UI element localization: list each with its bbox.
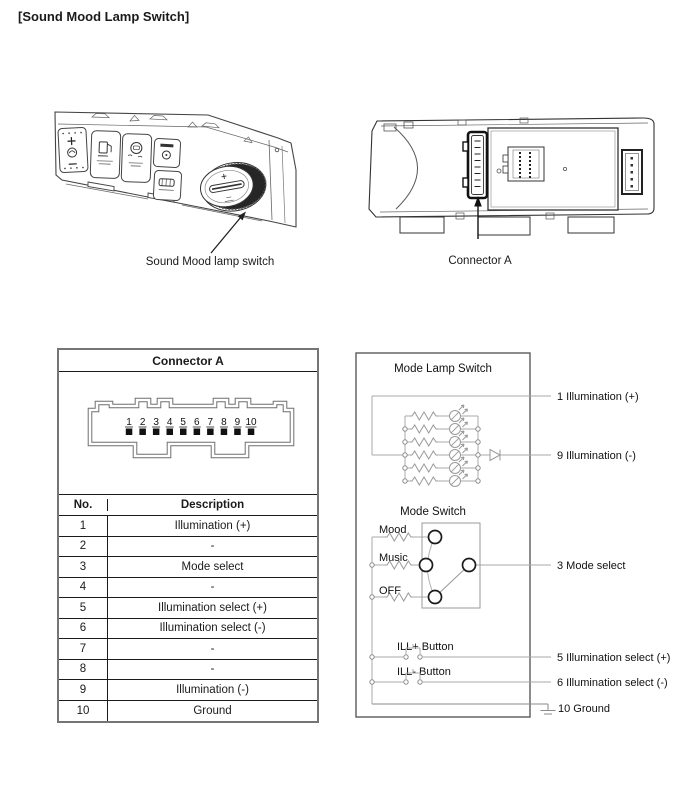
cell-description: Illumination select (-) bbox=[159, 622, 266, 635]
pin-number: 10 bbox=[245, 417, 257, 428]
pcb-panel bbox=[488, 128, 618, 210]
terminal-1-label: 1 Illumination (+) bbox=[557, 391, 639, 403]
fuel-door-button bbox=[90, 131, 121, 179]
cell-no: 2 bbox=[59, 537, 108, 557]
common-contact bbox=[463, 559, 476, 572]
table-row bbox=[59, 639, 317, 660]
table-row bbox=[59, 598, 317, 619]
table-row bbox=[59, 701, 317, 722]
lower-small-button bbox=[153, 170, 181, 200]
terminal-6-label: 6 Illumination select (-) bbox=[557, 677, 668, 689]
circuit-box-title: Mode Lamp Switch bbox=[394, 363, 492, 375]
pin-number: 2 bbox=[139, 417, 146, 428]
cell-no: 1 bbox=[59, 516, 108, 536]
esc-off-button bbox=[121, 134, 152, 183]
upper-small-button bbox=[153, 138, 180, 167]
connector-table-title: Connector A bbox=[59, 350, 317, 372]
cell-description: Illumination select (+) bbox=[158, 601, 267, 614]
cell-description: Mode select bbox=[181, 560, 244, 573]
front-view-illustration bbox=[30, 80, 330, 270]
page-title: [Sound Mood Lamp Switch] bbox=[18, 9, 190, 24]
table-row bbox=[59, 557, 317, 578]
terminal-5-label: 5 Illumination select (+) bbox=[557, 652, 671, 664]
mood-contact bbox=[429, 531, 442, 544]
pin-number: 5 bbox=[180, 417, 186, 428]
cell-no: 3 bbox=[59, 557, 108, 577]
pin-number: 7 bbox=[207, 417, 214, 428]
cell-no: 8 bbox=[59, 660, 108, 680]
front-pointer-arrow bbox=[211, 212, 246, 254]
position-off-label: OFF bbox=[379, 585, 401, 597]
cell-no: 5 bbox=[59, 598, 108, 618]
table-row bbox=[59, 660, 317, 681]
table-header-row bbox=[59, 495, 317, 516]
table-row bbox=[59, 537, 317, 558]
cell-no: 7 bbox=[59, 639, 108, 659]
terminal-labels bbox=[557, 391, 670, 715]
connector-pin-table bbox=[57, 348, 319, 723]
table-row bbox=[59, 578, 317, 599]
pin-number: 1 bbox=[126, 417, 132, 428]
table-row bbox=[59, 516, 317, 537]
off-contact bbox=[429, 591, 442, 604]
position-mood-label: Mood bbox=[379, 524, 407, 536]
cell-no: 10 bbox=[59, 701, 108, 722]
terminal-10-label: 10 Ground bbox=[558, 703, 610, 715]
table-row bbox=[59, 680, 317, 701]
cell-no: 6 bbox=[59, 619, 108, 639]
rear-view-illustration bbox=[360, 105, 690, 250]
cell-no: 4 bbox=[59, 578, 108, 598]
connector-drawing-cell bbox=[59, 372, 317, 495]
cell-description: - bbox=[210, 581, 215, 594]
terminal-9-label: 9 Illumination (-) bbox=[557, 450, 636, 462]
cell-description: Illumination (+) bbox=[174, 519, 251, 532]
circuit-diagram bbox=[340, 345, 700, 740]
mode-switch-title: Mode Switch bbox=[400, 506, 466, 518]
connector-pinout-drawing bbox=[59, 372, 317, 494]
cell-description: Illumination (-) bbox=[176, 683, 249, 696]
ill-minus-button-label: ILL- Button bbox=[397, 666, 451, 678]
ill-plus-button-label: ILL+ Button bbox=[397, 641, 454, 653]
pin-number: 6 bbox=[194, 417, 200, 428]
position-music-label: Music bbox=[379, 552, 408, 564]
pin-number: 9 bbox=[234, 417, 241, 428]
side-connector bbox=[622, 150, 642, 194]
column-header-description: Description bbox=[180, 499, 245, 511]
table-row bbox=[59, 619, 317, 640]
terminal-3-label: 3 Mode select bbox=[557, 560, 626, 572]
pin-grid-connector bbox=[508, 147, 544, 181]
cell-no: 9 bbox=[59, 680, 108, 700]
cell-description: - bbox=[210, 663, 215, 676]
front-view-caption: Sound Mood lamp switch bbox=[145, 256, 275, 268]
cell-description: Ground bbox=[193, 704, 232, 717]
pin-number: 8 bbox=[221, 417, 227, 428]
music-contact bbox=[420, 559, 433, 572]
pin-number: 4 bbox=[166, 417, 173, 428]
pin-number: 3 bbox=[153, 417, 159, 428]
cell-description: - bbox=[210, 540, 215, 553]
cell-description: - bbox=[210, 642, 215, 655]
dimmer-switch-button bbox=[58, 127, 88, 172]
rear-view-caption: Connector A bbox=[448, 255, 512, 267]
connector-outline bbox=[90, 400, 292, 456]
column-header-no: No. bbox=[59, 499, 108, 511]
